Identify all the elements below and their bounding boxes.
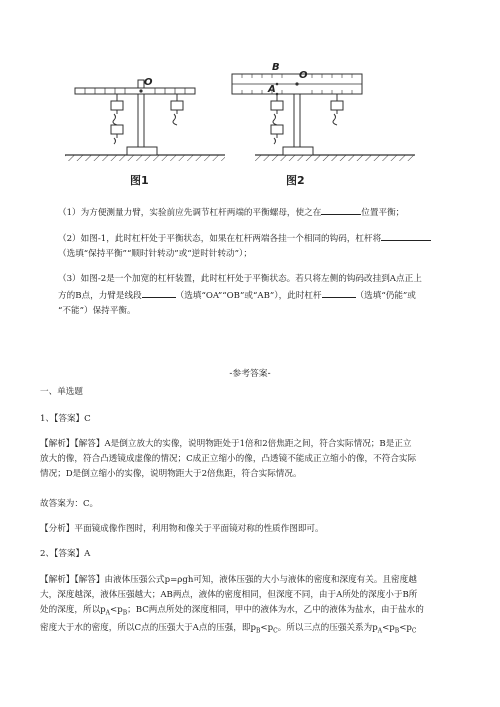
answer-1-fenxi: 【分析】平面镜成像作图时，利用物和像关于平面镜对称的性质作图即可。	[40, 524, 324, 534]
q3-text: 方的B点，力臂是线段	[58, 291, 142, 301]
a2-line4-sub2: C	[273, 627, 278, 635]
section-heading: 一、单选题	[40, 387, 83, 397]
q2-text-line2: （选填“保持平衡”“顺时针转动”或“逆时针转动”）；	[58, 249, 252, 259]
q2-blank	[381, 230, 431, 241]
q1-text: （1）为方便测量力臂，实验前应先调节杠杆两端的平衡螺母，使之在	[58, 208, 322, 218]
question-1	[58, 204, 473, 221]
stand-base-2	[283, 147, 313, 155]
a1-analysis-line2: 放大的像，符合凸透镜成虚像的情况；C成正立缩小的像，凸透镜不能成正立缩小的像，不符合实际	[40, 454, 417, 464]
a2-line4-sub4: B	[394, 627, 400, 635]
right-weights-2	[331, 94, 343, 125]
q1-blank	[321, 204, 361, 215]
q3-blank-1	[142, 287, 176, 298]
left-weights-2	[271, 94, 283, 144]
a2-line4-sub5: C	[411, 627, 417, 635]
a2-line4-post: 。所以三点的压强关系为p	[277, 622, 378, 633]
a1-analysis-line3: 情况；D是倒立缩小的实像，说明物距大于2倍焦距，符合实际情况。	[40, 469, 302, 479]
q3-blank-2	[322, 287, 356, 298]
ground-2	[255, 155, 415, 161]
a2-line3-post: ；BC两点所处的深度相同，甲中的液体为水，乙中的液体为盐水，由于盐水的	[127, 605, 424, 615]
answer-2-analysis	[40, 573, 475, 638]
label-b: B	[272, 62, 280, 73]
q3-text-line3: “不能”）保持平衡。	[58, 306, 136, 316]
a2-line4-mid2: <p	[382, 622, 395, 633]
q2-text: （2）如图-1，此时杠杆处于平衡状态，如果在杠杆两端各挂一个相同的钩码，杠杆将	[58, 234, 382, 244]
a2-line3-mid: <p	[110, 605, 123, 615]
a2-analysis-line1: 【解析】【解答】由液体压强公式p=ρgh可知，液体压强的大小与液体的密度和深度有关。且密度越	[40, 575, 417, 585]
answer-1-conclusion: 故答案为：C。	[40, 499, 99, 509]
a1-analysis-line1: 【解析】【解答】A是倒立放大的实像，说明物距处于1倍和2倍焦距之间，符合实际情况；B是正立	[40, 439, 412, 449]
q3-text-post: （选填“仍能”或	[355, 291, 416, 301]
figure-2	[232, 74, 415, 161]
answer-2-label: 2、【答案】A	[40, 549, 91, 559]
pivot-1	[139, 89, 142, 92]
a2-line4-sub1: B	[255, 627, 261, 635]
stand-base-1	[127, 147, 157, 155]
a2-line4-pre: 密度大于水的密度，所以C点的压强大于A点的压强，即p	[40, 622, 256, 633]
a2-line4-end: <p	[399, 622, 412, 633]
q3-text-line1: （3）如图-2是一个加宽的杠杆装置，此时杠杆处于平衡状态。若只将左侧的钩码改挂到A点正上	[58, 274, 422, 284]
label-a: A	[268, 84, 276, 95]
q1-text-end: 位置平衡；	[361, 208, 405, 218]
a2-sub-a: A	[105, 609, 111, 617]
left-weights-1	[111, 94, 123, 144]
a2-line4-sub3: A	[377, 627, 383, 635]
pivot-2	[295, 82, 298, 85]
figure-2-label: 图2	[286, 174, 305, 187]
a2-line3-pre: 处的深度，所以p	[40, 605, 106, 615]
point-b	[276, 83, 279, 86]
answer-1-label: 1、【答案】C	[40, 414, 91, 424]
a2-line4-mid: <p	[260, 622, 274, 633]
lever-diagrams	[0, 0, 500, 200]
answers-heading: -参考答案-	[229, 369, 271, 379]
figure-1-label: 图1	[130, 174, 149, 187]
label-o-fig1: O	[144, 77, 153, 88]
a2-sub-b: B	[122, 609, 128, 617]
question-2	[58, 230, 473, 262]
a2-analysis-line2: 大，深度越深，液体压强越大；AB两点，液体的密度相同，但深度不同，由于A所处的深度小于B所	[40, 590, 418, 600]
answer-1-analysis	[40, 437, 475, 482]
ground-1	[65, 155, 225, 161]
label-o-fig2: O	[299, 70, 308, 81]
lever-bar-1	[75, 88, 195, 94]
right-weights-1	[171, 94, 183, 125]
question-3	[58, 272, 473, 319]
stand-post-2	[294, 94, 300, 147]
q3-text-mid: （选填“OA”“OB”或“AB”），此时杠杆	[175, 291, 322, 301]
lever-figures	[0, 0, 500, 200]
figure-1	[65, 80, 225, 161]
